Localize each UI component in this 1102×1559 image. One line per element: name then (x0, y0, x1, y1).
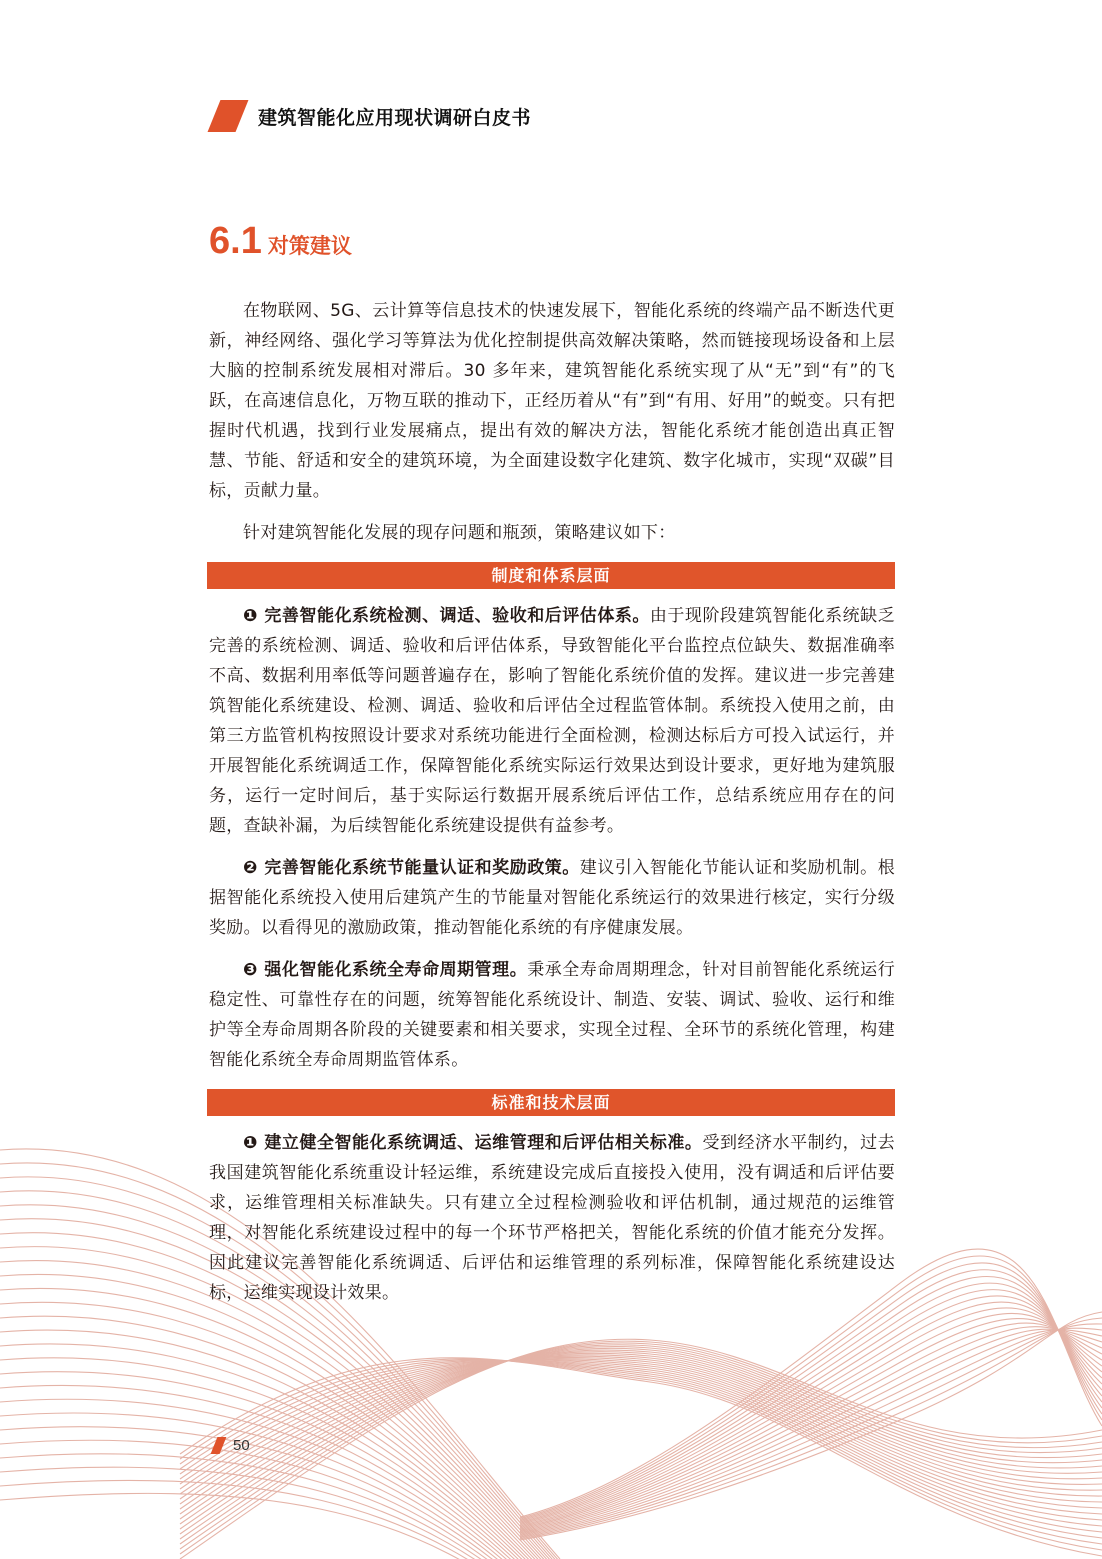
item-marker: ❸ (243, 960, 258, 980)
page-number: 50 (233, 1437, 250, 1454)
page-footer (214, 1437, 250, 1454)
section-number: 6.1 (209, 220, 262, 262)
item-marker: ❶ (243, 606, 258, 626)
body-content (209, 296, 895, 1308)
section-title: 对策建议 (267, 234, 352, 258)
intro-paragraph: 在物联网、5G、云计算等信息技术的快速发展下，智能化系统的终端产品不断迭代更新，神经网络、强化学习等算法为优化控制提供高效解决策略，然而链接现场设备和上层大脑的控制系统发展相对滞后。30 多年来，建筑智能化系统实现了从“无”到“有”的飞跃，在高速信息化，万物互联的推动下，正经历着从“有”到“有用、好用”的蜕变。只有把握时代机遇，找到行业发展痛点，提出有效的解决方法，智能化系统才能创造出真正智慧、节能、舒适和安全的建筑环境，为全面建设数字化建筑、数字化城市，实现“双碳”目标，贡献力量。 (209, 301, 895, 501)
band-institution-system: 制度和体系层面 (207, 562, 895, 589)
item-lead: 建立健全智能化系统调适、运维管理和后评估相关标准。 (264, 1133, 703, 1153)
document-title: 建筑智能化应用现状调研白皮书 (258, 106, 532, 129)
recommendation-item (209, 1128, 895, 1308)
recommendation-item (209, 853, 895, 943)
item-body: 秉承全寿命周期理念，针对目前智能化系统运行稳定性、可靠性存在的问题，统筹智能化系统设计、制造、安装、调试、验收、运行和维护等全寿命周期各阶段的关键要素和相关要求，实现全过程、全环节的系统化管理，构建智能化系统全寿命周期监管体系。 (209, 960, 896, 1070)
item-body: 受到经济水平制约，过去我国建筑智能化系统重设计轻运维，系统建设完成后直接投入使用，没有调适和后评估要求，运维管理相关标准缺失。只有建立全过程检测验收和评估机制，通过规范的运维管理，对智能化系统建设过程中的每一个环节严格把关，智能化系统的价值才能充分发挥。因此建议完善智能化系统调适、后评估和运维管理的系列标准，保障智能化系统建设达标，运维实现设计效果。 (209, 1133, 896, 1303)
header-slash-icon (208, 100, 249, 132)
item-marker: ❶ (243, 1133, 258, 1153)
footer-slash-icon (211, 1437, 227, 1454)
intro-lead-paragraph: 针对建筑智能化发展的现存问题和瓶颈，策略建议如下： (243, 523, 676, 543)
item-marker: ❷ (243, 858, 258, 878)
item-lead: 强化智能化系统全寿命周期管理。 (264, 960, 528, 980)
document-header (208, 100, 531, 132)
band-standards-technology: 标准和技术层面 (207, 1089, 895, 1116)
item-body: 建议引入智能化节能认证和奖励机制。根据智能化系统投入使用后建筑产生的节能量对智能化系统运行的效果进行核定，实行分级奖励。以看得见的激励政策，推动智能化系统的有序健康发展。 (209, 858, 895, 938)
item-lead: 完善智能化系统检测、调适、验收和后评估体系。 (264, 606, 650, 626)
section-heading (209, 220, 352, 263)
item-lead: 完善智能化系统节能量认证和奖励政策。 (264, 858, 580, 878)
recommendation-item (209, 601, 895, 841)
item-body: 由于现阶段建筑智能化系统缺乏完善的系统检测、调适、验收和后评估体系，导致智能化平台监控点位缺失、数据准确率不高、数据利用率低等问题普遍存在，影响了智能化系统价值的发挥。建议进一步完善建筑智能化系统建设、检测、调适、验收和后评估全过程监管体制。系统投入使用之前，由第三方监管机构按照设计要求对系统功能进行全面检测，检测达标后方可投入试运行，并开展智能化系统调适工作，保障智能化系统实际运行效果达到设计要求，更好地为建筑服务，运行一定时间后，基于实际运行数据开展系统后评估工作，总结系统应用存在的问题，查缺补漏，为后续智能化系统建设提供有益参考。 (209, 606, 895, 836)
recommendation-item (209, 955, 895, 1075)
